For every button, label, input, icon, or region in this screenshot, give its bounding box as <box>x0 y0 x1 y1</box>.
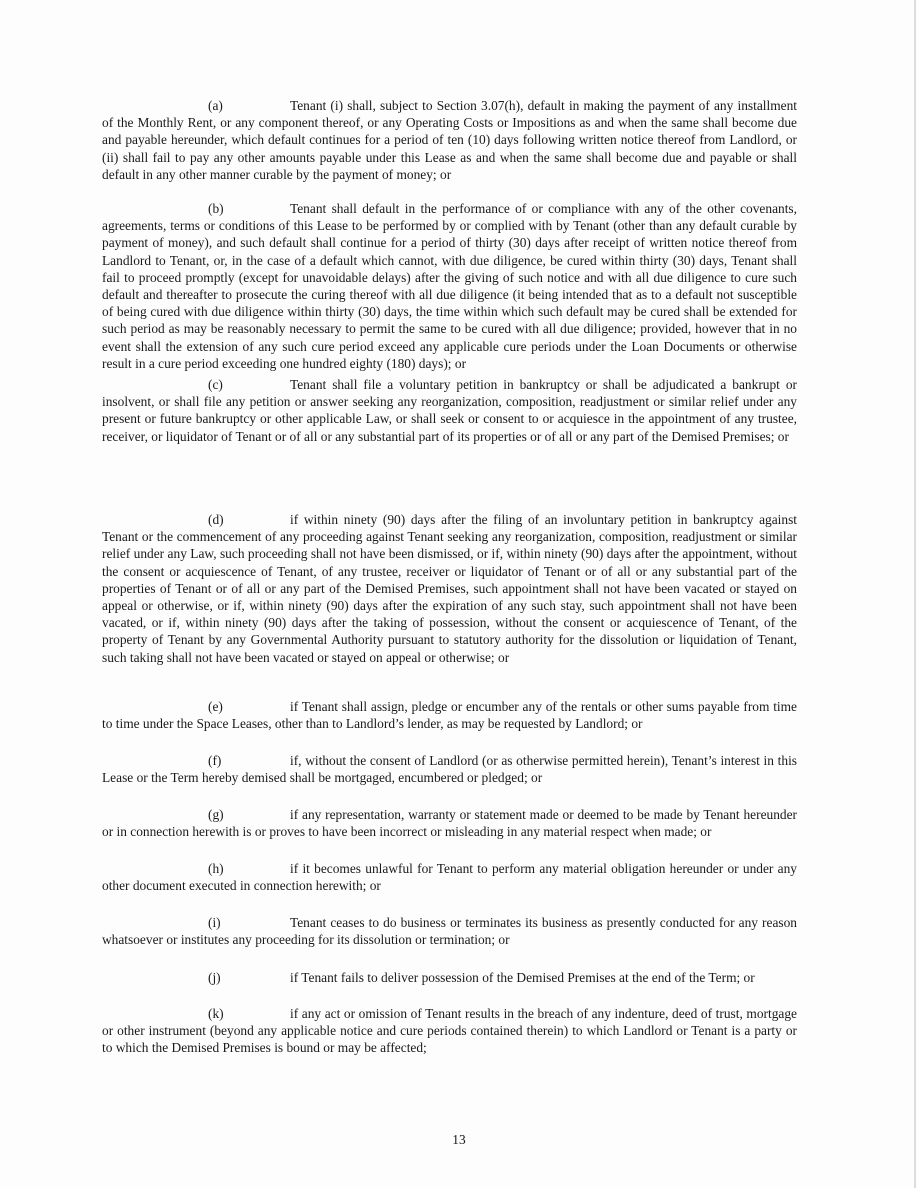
clause-label: (c) <box>208 377 223 392</box>
clause-label: (a) <box>208 98 223 113</box>
clause-text: if Tenant fails to deliver possession of the Demised Premises at the end of the Term; or <box>290 970 755 985</box>
clause-text: if Tenant shall assign, pledge or encumber any of the rentals or other sums payable from time to time under the Space Leases, other than to Landlord’s lender, as may be requested by Landlord; or <box>102 699 797 732</box>
clause-label: (h) <box>208 861 224 876</box>
clause-j <box>102 969 797 986</box>
clause-label: (g) <box>208 807 224 822</box>
clause-text: Tenant shall default in the performance of or compliance with any of the other covenants, agreements, terms or conditions of this Lease to be performed by or complied with by Tenant (other than any default curable by payment of money), and such default shall continue for a period of thirty (30) days after receipt of written notice thereof from Landlord to Tenant, or, in the case of a default which cannot, with due diligence, be cured within thirty (30) days, Tenant shall fail to proceed promptly (except for unavoidable delays) after the giving of such notice and with all due diligence to cure such default and thereafter to prosecute the curing thereof with all due diligence (it being intended that as to a default not susceptible of being cured with due diligence within thirty (30) days, the time within which such default may be cured shall be extended for such period as may be reasonably necessary to permit the same to be cured with all due diligence; provided, however that in no event shall the extension of any such cure period exceed any applicable cure periods under the Loan Documents or otherwise result in a cure period exceeding one hundred eighty (180) days); or <box>102 201 797 371</box>
clause-text: if any act or omission of Tenant results in the breach of any indenture, deed of trust, mortgage or other instrument (beyond any applicable notice and cure periods contained therein) to which Landlord or Tenant is a party or to which the Demised Premises is bound or may be affected; <box>102 1006 797 1056</box>
clause-g <box>102 806 797 840</box>
clause-i <box>102 914 797 948</box>
clause-label: (i) <box>208 915 221 930</box>
clause-e <box>102 698 797 732</box>
clause-c <box>102 376 797 445</box>
clause-text: if, without the consent of Landlord (or as otherwise permitted herein), Tenant’s interest in this Lease or the Term hereby demised shall be mortgaged, encumbered or pledged; or <box>102 753 797 786</box>
clause-text: if it becomes unlawful for Tenant to perform any material obligation hereunder or under any other document executed in connection herewith; or <box>102 861 797 894</box>
clause-label: (j) <box>208 970 221 985</box>
clause-text: Tenant shall file a voluntary petition in bankruptcy or shall be adjudicated a bankrupt or insolvent, or shall file any petition or answer seeking any reorganization, composition, readjustment or similar relief under any present or future bankruptcy or other applicable Law, or shall seek or consent to or acquiesce in the appointment of any trustee, receiver, or liquidator of Tenant or of all or any substantial part of its properties or of all or any part of the Demised Premises; or <box>102 377 797 444</box>
page-number: 13 <box>452 1132 466 1147</box>
clause-label: (k) <box>208 1006 224 1021</box>
clause-text: Tenant ceases to do business or terminates its business as presently conducted for any reason whatsoever or institutes any proceeding for its dissolution or termination; or <box>102 915 797 948</box>
clause-text: if any representation, warranty or statement made or deemed to be made by Tenant hereunder or in connection herewith is or proves to have been incorrect or misleading in any material respect when made; or <box>102 807 797 840</box>
clause-text: Tenant (i) shall, subject to Section 3.07(h), default in making the payment of any installment of the Monthly Rent, or any component thereof, or any Operating Costs or Impositions as and when the same shall become due and payable hereunder, which default continues for a period of ten (10) days following written notice thereof from Landlord, or (ii) shall fail to pay any other amounts payable under this Lease as and when the same shall become due and payable or shall default in any other manner curable by the payment of money; or <box>102 98 797 182</box>
clause-h <box>102 860 797 894</box>
clause-label: (e) <box>208 699 223 714</box>
clause-a <box>102 97 797 183</box>
clause-label: (b) <box>208 201 224 216</box>
clause-k <box>102 1005 797 1057</box>
clause-label: (f) <box>208 753 222 768</box>
clause-d <box>102 511 797 666</box>
scan-edge <box>914 0 916 1188</box>
clause-text: if within ninety (90) days after the filing of an involuntary petition in bankruptcy against Tenant or the commencement of any proceeding against Tenant seeking any reorganization, composition, readjustment or similar relief under any Law, such proceeding shall not have been dismissed, or if, within ninety (90) days after the appointment, without the consent or acquiescence of Tenant, of any trustee, receiver or liquidator of Tenant or of all or any substantial part of the properties of Tenant or of all or any part of the Demised Premises, such appointment shall not have been vacated or stayed on appeal or otherwise, or if, within ninety (90) days after the expiration of any such stay, such appointment shall not have been vacated, or if, within ninety (90) days after the taking of possession, without the consent or acquiescence of Tenant, of the property of Tenant by any Governmental Authority pursuant to statutory authority for the dissolution or liquidation of Tenant, such taking shall not have been vacated or stayed on appeal or otherwise; or <box>102 512 797 665</box>
clause-label: (d) <box>208 512 224 527</box>
clause-b <box>102 200 797 372</box>
clause-f <box>102 752 797 786</box>
